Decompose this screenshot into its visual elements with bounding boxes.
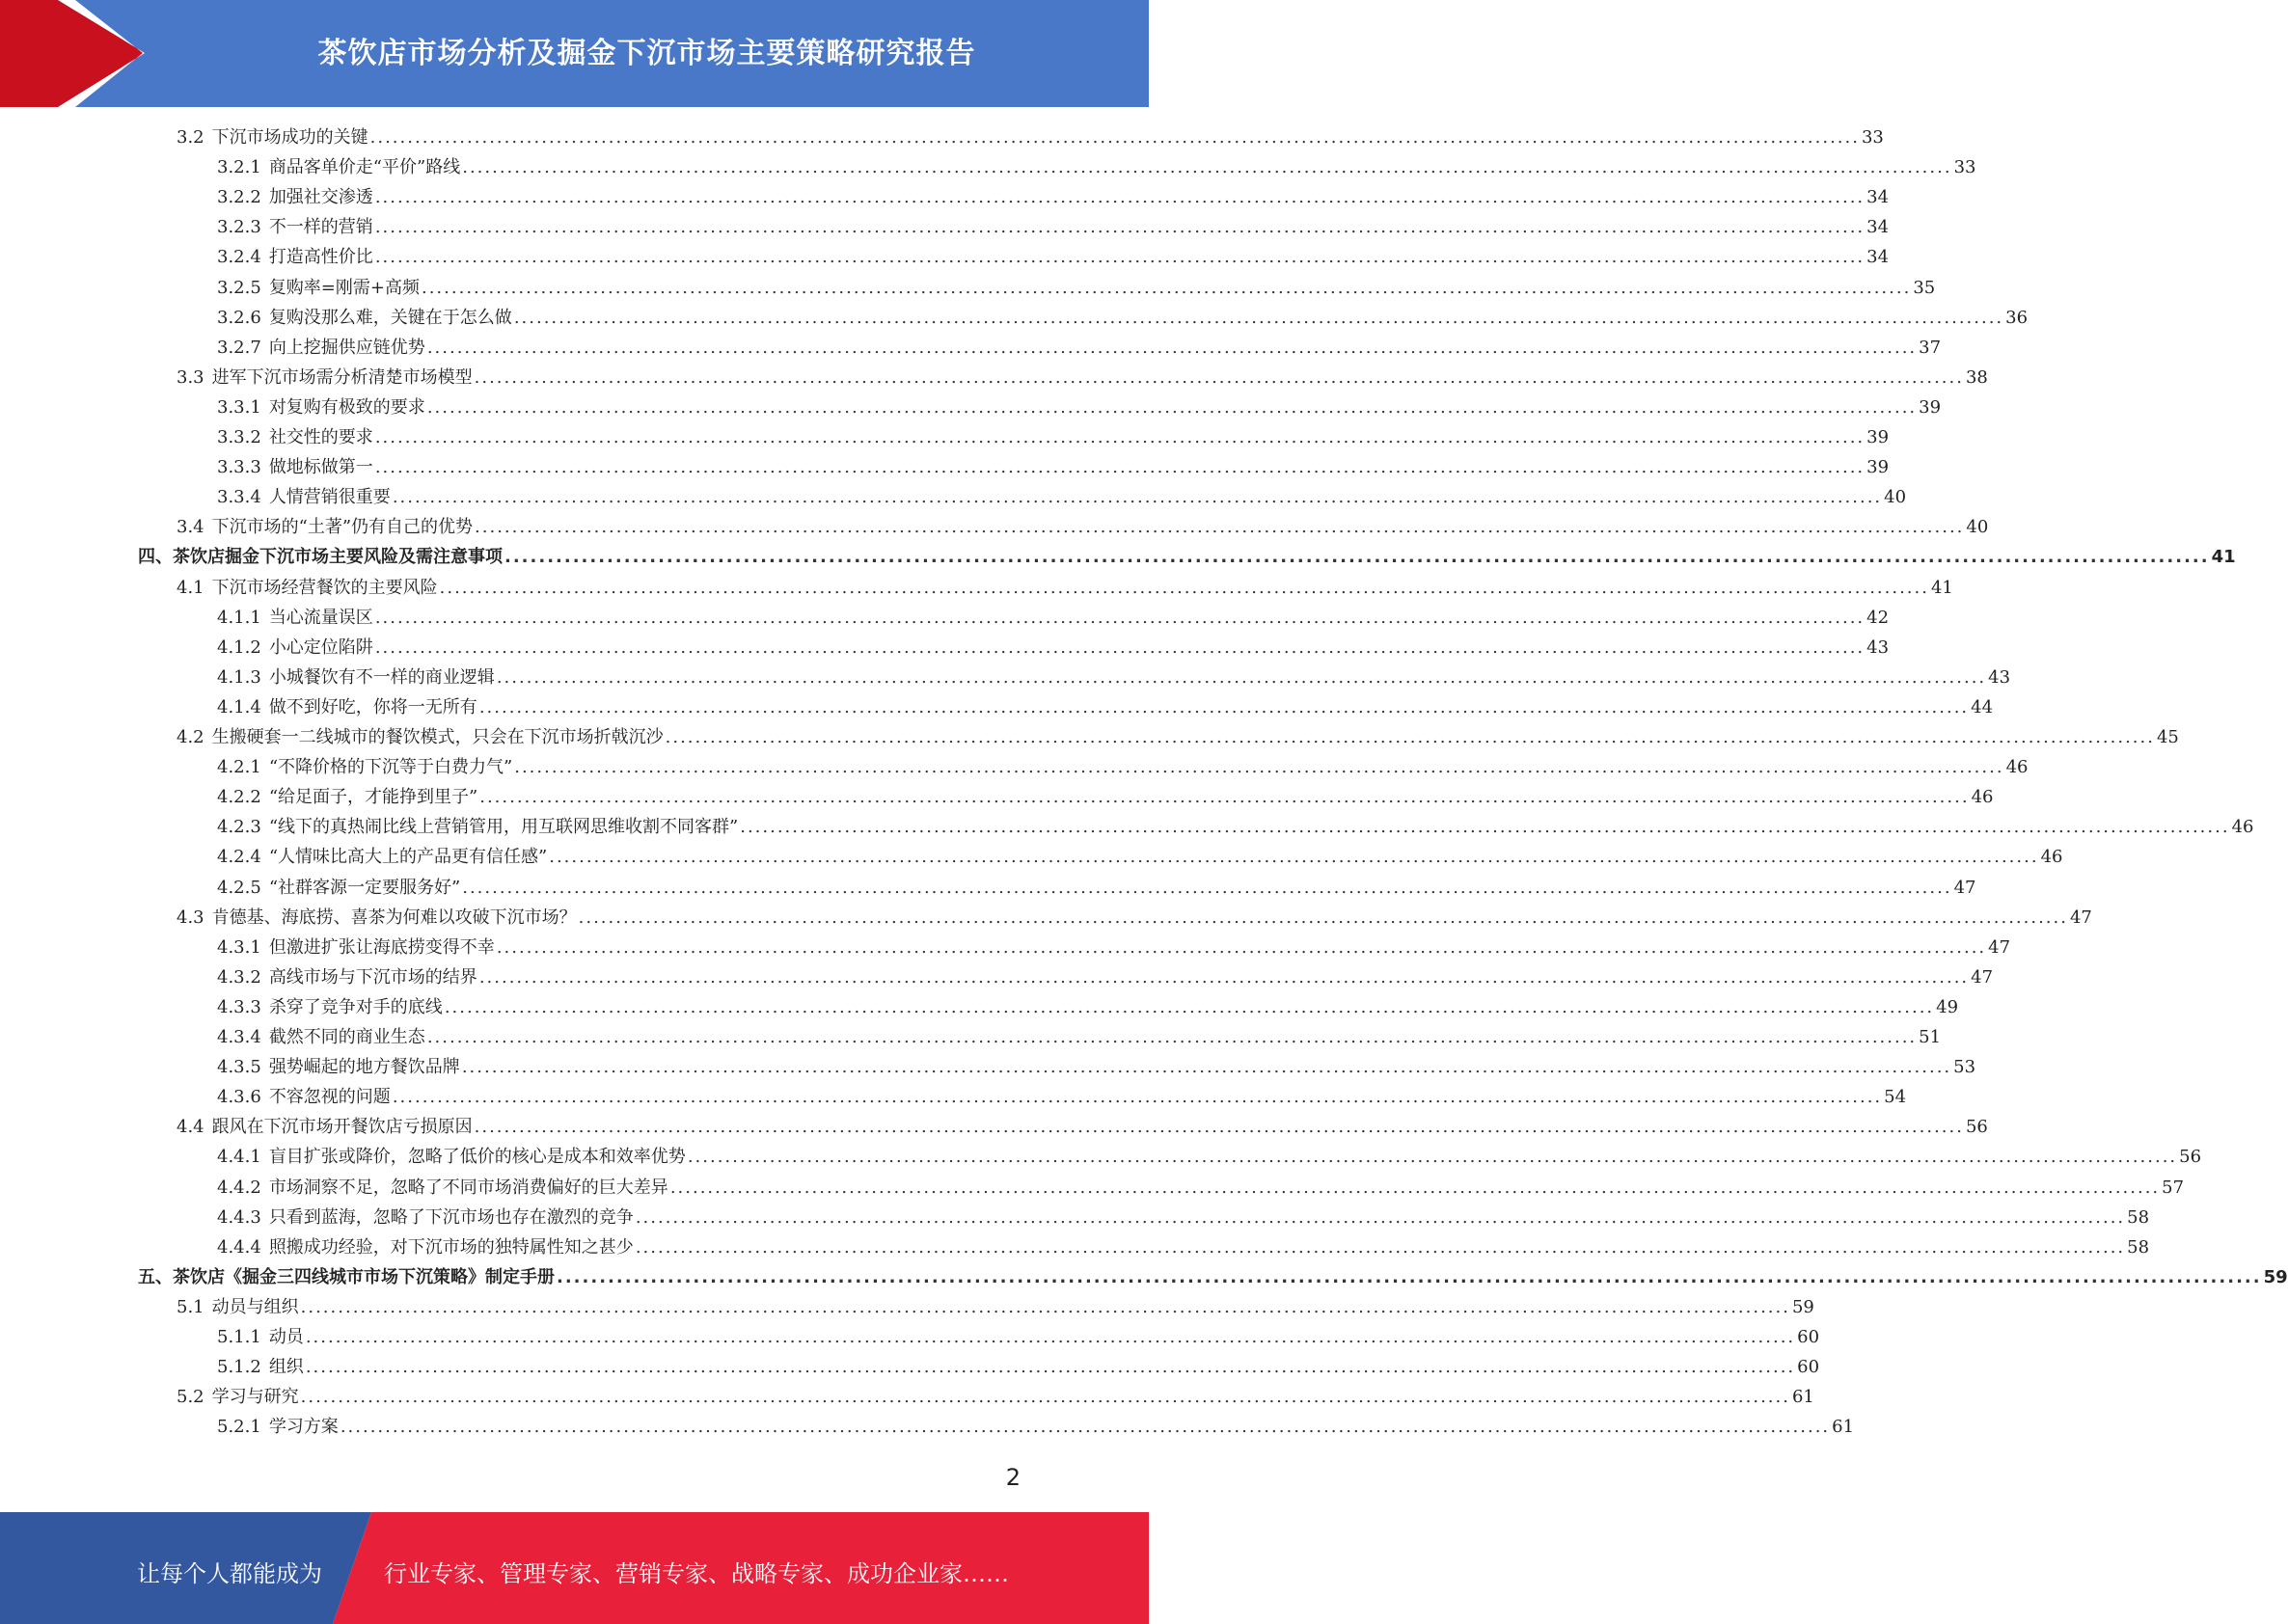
document-title: 茶饮店市场分析及掘金下沉市场主要策略研究报告: [317, 37, 976, 70]
toc-entry-page: 39: [1866, 457, 1890, 478]
toc-dot-leader: ........................................................................................................................................................................................................: [549, 847, 2039, 868]
toc-entry[interactable]: [138, 1262, 2288, 1292]
toc-entry-page: 47: [1971, 966, 1994, 988]
toc-entry[interactable]: [177, 1112, 1988, 1142]
toc-entry-page: 33: [1861, 127, 1884, 148]
toc-entry-number: 5.2.1: [217, 1417, 261, 1438]
toc-entry-page: 35: [1913, 277, 1936, 298]
toc-entry[interactable]: [217, 1322, 1820, 1352]
toc-entry[interactable]: [217, 1173, 2185, 1203]
toc-entry-title: 当心流量误区: [268, 607, 373, 628]
toc-entry-title: 不一样的营销: [268, 217, 373, 238]
toc-entry-title: 只看到蓝海，忽略了下沉市场也存在激烈的竞争: [268, 1206, 634, 1228]
toc-entry-number: 4.4.3: [217, 1206, 261, 1228]
toc-entry-number: 3.4: [177, 517, 204, 538]
toc-entry-number: 3.2.1: [217, 157, 261, 178]
toc-dot-leader: ........................................................................................................................................................................................................: [578, 907, 2068, 928]
toc-entry-page: 40: [1884, 487, 1907, 508]
toc-entry-number: 3.2.6: [217, 307, 261, 328]
toc-entry-title: 学习方案: [268, 1417, 339, 1438]
toc-entry-title: 照搬成功经验，对下沉市场的独特属性知之甚少: [268, 1236, 634, 1258]
toc-entry-number: 5.2: [177, 1387, 204, 1408]
toc-entry[interactable]: [177, 1292, 1814, 1322]
toc-entry[interactable]: [217, 1082, 1907, 1112]
toc-entry-title: 肯德基、海底捞、喜茶为何难以攻破下沉市场？: [211, 907, 577, 928]
toc-dot-leader: ........................................................................................................................................................................................................: [475, 517, 1965, 538]
toc-dot-leader: ........................................................................................................................................................................................................: [392, 1087, 1883, 1108]
toc-entry-number: 4.3.3: [217, 996, 261, 1017]
toc-entry-page: 39: [1866, 427, 1890, 447]
toc-dot-leader: ........................................................................................................................................................................................................: [461, 1057, 1952, 1078]
toc-dot-leader: ........................................................................................................................................................................................................: [374, 427, 1866, 447]
toc-entry-title: 强势崛起的地方餐饮品牌: [268, 1057, 460, 1078]
toc-entry[interactable]: [217, 1203, 2150, 1232]
toc-entry-title: 生搬硬套一二线城市的餐饮模式，只会在下沉市场折戟沉沙: [211, 727, 664, 747]
toc-entry-number: 4.2: [177, 727, 204, 747]
toc-entry[interactable]: [177, 512, 1989, 542]
toc-dot-leader: ........................................................................................................................................................................................................: [374, 607, 1866, 628]
toc-dot-leader: ........................................................................................................................................................................................................: [474, 366, 1964, 388]
toc-dot-leader: ........................................................................................................................................................................................................: [369, 127, 1860, 148]
toc-entry[interactable]: [217, 273, 1936, 303]
toc-entry-title: 组织: [268, 1357, 304, 1378]
toc-entry-number: 4.2.2: [217, 787, 261, 808]
toc-entry[interactable]: [217, 212, 1890, 242]
toc-entry-number: 4.2.5: [217, 877, 261, 898]
toc-dot-leader: ........................................................................................................................................................................................................: [665, 727, 2155, 747]
toc-entry-page: 46: [2231, 817, 2254, 838]
toc-entry-page: 47: [2069, 907, 2092, 928]
toc-entry[interactable]: [217, 752, 2029, 782]
footer-slogan-right: 行业专家、管理专家、营销专家、战略专家、成功企业家……: [384, 1560, 1009, 1587]
toc-entry[interactable]: [217, 1232, 2150, 1262]
toc-entry-title: “人情味比高大上的产品更有信任感”: [268, 847, 548, 868]
toc-entry-number: 3.3: [177, 366, 204, 388]
toc-dot-leader: ........................................................................................................................................................................................................: [426, 337, 1918, 358]
toc-dot-leader: ........................................................................................................................................................................................................: [462, 877, 1952, 898]
toc-entry-title: 做不到好吃，你将一无所有: [268, 696, 477, 717]
toc-dot-leader: ........................................................................................................................................................................................................: [374, 217, 1866, 238]
toc-entry[interactable]: [217, 422, 1890, 452]
toc-entry[interactable]: [217, 962, 1994, 992]
toc-entry[interactable]: [217, 152, 1976, 182]
toc-entry[interactable]: [177, 363, 1988, 392]
toc-entry-number: 3.2.4: [217, 247, 261, 268]
toc-entry-number: 5.1.1: [217, 1327, 261, 1347]
toc-entry-page: 47: [1988, 936, 2011, 958]
toc-entry-title: 学习与研究: [211, 1387, 299, 1408]
toc-entry-title: “社群客源一定要服务好”: [268, 877, 461, 898]
toc-entry-number: 五、: [138, 1266, 173, 1287]
toc-dot-leader: ........................................................................................................................................................................................................: [300, 1387, 1790, 1408]
toc-entry-page: 59: [2263, 1266, 2288, 1287]
toc-entry-number: 4.3.5: [217, 1057, 261, 1078]
toc-entry-number: 4.2.3: [217, 817, 261, 838]
toc-entry-title: 小心定位陷阱: [268, 636, 373, 658]
toc-dot-leader: ........................................................................................................................................................................................................: [300, 1296, 1790, 1317]
toc-entry-number: 3.2.3: [217, 217, 261, 238]
toc-entry[interactable]: [177, 903, 2092, 933]
toc-entry-number: 3.2.7: [217, 337, 261, 358]
toc-entry-number: 4.1.2: [217, 636, 261, 658]
toc-dot-leader: ........................................................................................................................................................................................................: [496, 936, 1987, 958]
toc-dot-leader: ........................................................................................................................................................................................................: [513, 307, 2004, 328]
toc-entry-number: 4.4: [177, 1117, 204, 1138]
toc-dot-leader: ........................................................................................................................................................................................................: [635, 1206, 2126, 1228]
toc-entry[interactable]: [217, 482, 1907, 512]
toc-entry-page: 51: [1919, 1027, 1942, 1047]
toc-entry-number: 5.1.2: [217, 1357, 261, 1378]
toc-dot-leader: ........................................................................................................................................................................................................: [305, 1327, 1796, 1347]
footer-banner: [0, 1512, 1149, 1624]
toc-entry-title: 茶饮店《掘金三四线城市市场下沉策略》制定手册: [173, 1266, 555, 1287]
toc-entry[interactable]: [217, 692, 1994, 722]
toc-entry-title: 下沉市场成功的关键: [211, 127, 368, 148]
toc-entry[interactable]: [217, 782, 1994, 812]
toc-entry-page: 40: [1966, 517, 1989, 538]
toc-entry-number: 4.3.4: [217, 1027, 261, 1047]
toc-entry-page: 53: [1953, 1057, 1976, 1078]
toc-entry-page: 49: [1936, 996, 1959, 1017]
toc-entry-page: 44: [1971, 696, 1994, 717]
toc-entry-page: 57: [2162, 1177, 2185, 1198]
toc-entry[interactable]: [217, 242, 1890, 272]
toc-dot-leader: ........................................................................................................................................................................................................: [392, 487, 1883, 508]
toc-entry-number: 4.3.2: [217, 966, 261, 988]
toc-entry-number: 4.1.3: [217, 666, 261, 688]
toc-entry-number: 4.2.4: [217, 847, 261, 868]
toc-entry-page: 46: [2005, 757, 2029, 778]
toc-entry-number: 3.3.2: [217, 427, 261, 447]
toc-entry-page: 58: [2127, 1206, 2150, 1228]
toc-entry-title: 不容忽视的问题: [268, 1087, 391, 1108]
toc-entry-page: 34: [1866, 247, 1890, 268]
toc-entry-title: 动员: [268, 1327, 304, 1347]
toc-entry[interactable]: [177, 722, 2179, 752]
toc-entry[interactable]: [217, 1052, 1976, 1082]
toc-dot-leader: ........................................................................................................................................................................................................: [669, 1177, 2161, 1198]
toc-entry-page: 61: [1832, 1417, 1855, 1438]
toc-entry-number: 4.3: [177, 907, 204, 928]
toc-entry-page: 46: [1971, 787, 1994, 808]
toc-entry-page: 60: [1797, 1327, 1820, 1347]
toc-entry-title: 截然不同的商业生态: [268, 1027, 425, 1047]
toc-entry[interactable]: [217, 333, 1942, 363]
toc-entry[interactable]: [217, 842, 2063, 872]
toc-entry[interactable]: [217, 992, 1959, 1022]
toc-entry[interactable]: [217, 452, 1890, 482]
toc-dot-leader: ........................................................................................................................................................................................................: [374, 187, 1866, 208]
toc-entry[interactable]: [217, 663, 2011, 692]
toc-entry-number: 3.2.2: [217, 187, 261, 208]
toc-dot-leader: ........................................................................................................................................................................................................: [444, 996, 1935, 1017]
toc-entry-title: 盲目扩张或降价，忽略了低价的核心是成本和效率优势: [268, 1147, 686, 1168]
toc-entry-title: 茶饮店掘金下沉市场主要风险及需注意事项: [173, 547, 503, 568]
toc-entry-title: 高线市场与下沉市场的结界: [268, 966, 477, 988]
toc-entry-title: “线下的真热闹比线上营销管用，用互联网思维收割不同客群”: [268, 817, 739, 838]
toc-entry-title: 杀穿了竞争对手的底线: [268, 996, 443, 1017]
toc-entry[interactable]: [217, 1352, 1820, 1382]
toc-entry-number: 3.3.4: [217, 487, 261, 508]
toc-entry-title: 打造高性价比: [268, 247, 373, 268]
toc-entry-number: 四、: [138, 547, 173, 568]
toc-entry-title: “不降价格的下沉等于白费力气”: [268, 757, 513, 778]
toc-entry-title: 动员与组织: [211, 1296, 299, 1317]
toc-entry-title: 社交性的要求: [268, 427, 373, 447]
toc-dot-leader: ........................................................................................................................................................................................................: [496, 666, 1987, 688]
toc-entry-title: 做地标做第一: [268, 457, 373, 478]
toc-entry-title: 复购没那么难，关键在于怎么做: [268, 307, 512, 328]
toc-entry[interactable]: [217, 1412, 1855, 1442]
toc-entry[interactable]: [177, 573, 1953, 603]
toc-entry-number: 4.1.1: [217, 607, 261, 628]
toc-entry-page: 60: [1797, 1357, 1820, 1378]
toc-entry-page: 33: [1953, 157, 1976, 178]
toc-entry-page: 41: [2211, 547, 2236, 568]
toc-entry-page: 46: [2040, 847, 2063, 868]
toc-entry[interactable]: [217, 812, 2254, 842]
page-number: 2: [1005, 1464, 1021, 1491]
toc-entry-page: 39: [1919, 396, 1942, 418]
toc-entry[interactable]: [177, 122, 1884, 152]
toc-entry-page: 36: [2005, 307, 2029, 328]
toc-entry[interactable]: [217, 873, 1976, 903]
footer-slogan-left: 让每个人都能成为: [137, 1560, 322, 1587]
toc-dot-leader: ........................................................................................................................................................................................................: [514, 757, 2004, 778]
toc-dot-leader: ........................................................................................................................................................................................................: [740, 817, 2230, 838]
toc-entry-title: 商品客单价走“平价”路线: [268, 157, 461, 178]
toc-entry-title: 进军下沉市场需分析清楚市场模型: [211, 366, 473, 388]
toc-entry-page: 41: [1930, 577, 1953, 598]
toc-entry-page: 38: [1965, 366, 1988, 388]
toc-entry-title: 市场洞察不足，忽略了不同市场消费偏好的巨大差异: [268, 1177, 668, 1198]
toc-entry-page: 54: [1884, 1087, 1907, 1108]
toc-entry-number: 3.2.5: [217, 277, 261, 298]
toc-entry-title: 下沉市场经营餐饮的主要风险: [211, 577, 438, 598]
toc-entry-page: 61: [1791, 1387, 1814, 1408]
toc-entry-title: “给足面子，才能挣到里子”: [268, 787, 478, 808]
toc-dot-leader: ........................................................................................................................................................................................................: [374, 636, 1866, 658]
toc-entry-number: 4.1.4: [217, 696, 261, 717]
toc-entry-page: 34: [1866, 187, 1890, 208]
toc-entry[interactable]: [217, 603, 1890, 633]
toc-dot-leader: ........................................................................................................................................................................................................: [426, 1027, 1918, 1047]
toc-dot-leader: ........................................................................................................................................................................................................: [426, 396, 1918, 418]
toc-entry[interactable]: [217, 633, 1890, 663]
toc-entry-page: 58: [2127, 1236, 2150, 1258]
toc-dot-leader: ........................................................................................................................................................................................................: [421, 277, 1912, 298]
toc-entry-number: 4.3.1: [217, 936, 261, 958]
toc-entry-page: 43: [1988, 666, 2011, 688]
toc-entry[interactable]: [217, 303, 2029, 333]
toc-entry-title: 小城餐饮有不一样的商业逻辑: [268, 666, 495, 688]
toc-dot-leader: ........................................................................................................................................................................................................: [305, 1357, 1796, 1378]
toc-dot-leader: ........................................................................................................................................................................................................: [478, 696, 1970, 717]
toc-entry-page: 37: [1919, 337, 1942, 358]
toc-entry-title: 下沉市场的“土著”仍有自己的优势: [211, 517, 474, 538]
toc-entry-number: 4.3.6: [217, 1087, 261, 1108]
toc-dot-leader: ........................................................................................................................................................................................................: [474, 1117, 1964, 1138]
toc-dot-leader: ........................................................................................................................................................................................................: [374, 457, 1866, 478]
toc-entry-title: 加强社交渗透: [268, 187, 373, 208]
toc-entry[interactable]: [177, 1382, 1814, 1412]
toc-entry[interactable]: [217, 1022, 1942, 1052]
toc-entry-number: 3.2: [177, 127, 204, 148]
toc-entry-number: 3.3.3: [217, 457, 261, 478]
toc-entry-page: 56: [2179, 1147, 2202, 1168]
toc-dot-leader: ........................................................................................................................................................................................................: [557, 1266, 2262, 1287]
toc-entry[interactable]: [217, 392, 1942, 422]
toc-dot-leader: ........................................................................................................................................................................................................: [479, 787, 1970, 808]
toc-entry-title: 跟风在下沉市场开餐饮店亏损原因: [211, 1117, 473, 1138]
toc-entry-number: 3.3.1: [217, 396, 261, 418]
toc-entry-number: 4.1: [177, 577, 204, 598]
toc-entry-page: 34: [1866, 217, 1890, 238]
toc-entry-page: 45: [2156, 727, 2179, 747]
toc-entry-title: 向上挖掘供应链优势: [268, 337, 425, 358]
toc-entry-page: 47: [1953, 877, 1976, 898]
toc-entry-number: 4.4.1: [217, 1147, 261, 1168]
toc-dot-leader: ........................................................................................................................................................................................................: [340, 1417, 1831, 1438]
toc-entry-page: 43: [1866, 636, 1890, 658]
toc-entry[interactable]: [217, 933, 2011, 962]
toc-dot-leader: ........................................................................................................................................................................................................: [439, 577, 1929, 598]
toc-entry-title: 人情营销很重要: [268, 487, 391, 508]
toc-entry-number: 5.1: [177, 1296, 204, 1317]
toc-entry-title: 复购率=刚需+高频: [268, 277, 420, 298]
toc-entry-number: 4.2.1: [217, 757, 261, 778]
toc-entry-title: 但激进扩张让海底捞变得不幸: [268, 936, 495, 958]
header-banner: [0, 0, 1149, 107]
toc-entry[interactable]: [217, 182, 1890, 212]
toc-dot-leader: ........................................................................................................................................................................................................: [635, 1236, 2126, 1258]
toc-entry-number: 4.4.4: [217, 1236, 261, 1258]
toc-entry-number: 4.4.2: [217, 1177, 261, 1198]
toc-dot-leader: ........................................................................................................................................................................................................: [687, 1147, 2178, 1168]
toc-entry-page: 42: [1866, 607, 1890, 628]
toc-entry-title: 对复购有极致的要求: [268, 396, 425, 418]
toc-dot-leader: ........................................................................................................................................................................................................: [504, 547, 2210, 568]
toc-dot-leader: ........................................................................................................................................................................................................: [478, 966, 1970, 988]
toc-entry[interactable]: [217, 1142, 2202, 1172]
toc-dot-leader: ........................................................................................................................................................................................................: [374, 247, 1866, 268]
toc-entry-page: 59: [1791, 1296, 1814, 1317]
toc-dot-leader: ........................................................................................................................................................................................................: [462, 157, 1952, 178]
toc-entry[interactable]: [138, 542, 2236, 572]
toc-entry-page: 56: [1965, 1117, 1988, 1138]
